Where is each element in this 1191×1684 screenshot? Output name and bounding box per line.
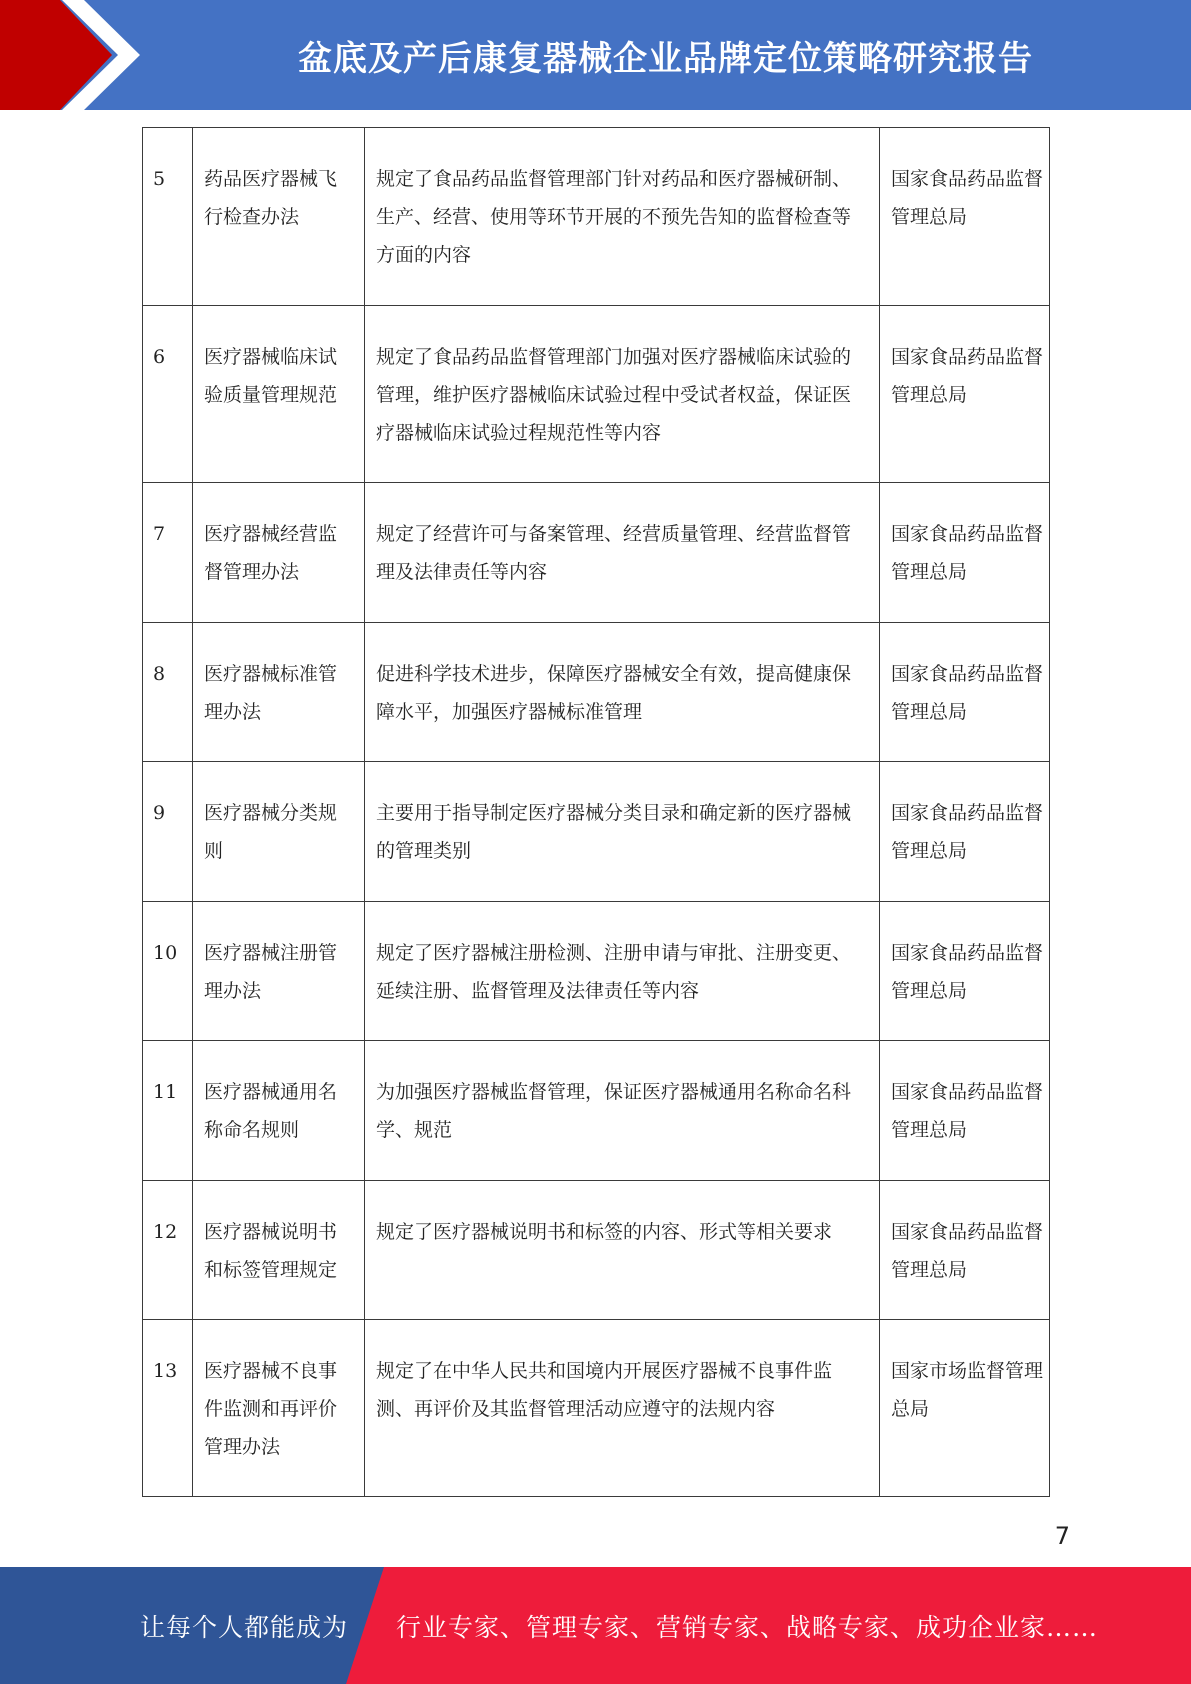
regulation-name: 医疗器械分类规则 — [193, 762, 365, 902]
row-number: 11 — [143, 1041, 193, 1181]
regulation-name: 医疗器械通用名称命名规则 — [193, 1041, 365, 1181]
issuing-authority: 国家食品药品监督管理总局 — [880, 306, 1050, 483]
footer-slogan-left: 让每个人都能成为 — [140, 1612, 349, 1642]
page-number: 7 — [1054, 1522, 1070, 1550]
row-number: 5 — [143, 128, 193, 306]
issuing-authority: 国家食品药品监督管理总局 — [880, 128, 1050, 306]
issuing-authority: 国家食品药品监督管理总局 — [880, 623, 1050, 762]
regulation-name: 医疗器械经营监督管理办法 — [193, 483, 365, 623]
table-row — [143, 762, 1050, 902]
regulation-content: 为加强医疗器械监督管理，保证医疗器械通用名称命名科学、规范 — [365, 1041, 880, 1181]
regulation-content: 规定了经营许可与备案管理、经营质量管理、经营监督管理及法律责任等内容 — [365, 483, 880, 623]
table-row — [143, 1181, 1050, 1320]
page-header — [0, 0, 1191, 110]
header-arrow-decoration — [0, 0, 160, 110]
row-number: 12 — [143, 1181, 193, 1320]
row-number: 9 — [143, 762, 193, 902]
issuing-authority: 国家食品药品监督管理总局 — [880, 902, 1050, 1041]
regulation-name: 药品医疗器械飞行检查办法 — [193, 128, 365, 306]
table-row — [143, 306, 1050, 483]
regulation-content: 规定了在中华人民共和国境内开展医疗器械不良事件监测、再评价及其监督管理活动应遵守的法规内容 — [365, 1320, 880, 1497]
row-number: 10 — [143, 902, 193, 1041]
issuing-authority: 国家食品药品监督管理总局 — [880, 483, 1050, 623]
regulation-name: 医疗器械注册管理办法 — [193, 902, 365, 1041]
table-row — [143, 1041, 1050, 1181]
row-number: 13 — [143, 1320, 193, 1497]
regulation-content: 规定了医疗器械说明书和标签的内容、形式等相关要求 — [365, 1181, 880, 1320]
row-number: 7 — [143, 483, 193, 623]
regulation-name: 医疗器械标准管理办法 — [193, 623, 365, 762]
regulation-content: 规定了医疗器械注册检测、注册申请与审批、注册变更、延续注册、监督管理及法律责任等内容 — [365, 902, 880, 1041]
regulation-content: 促进科学技术进步，保障医疗器械安全有效，提高健康保障水平，加强医疗器械标准管理 — [365, 623, 880, 762]
row-number: 8 — [143, 623, 193, 762]
issuing-authority: 国家食品药品监督管理总局 — [880, 1181, 1050, 1320]
regulation-content: 规定了食品药品监督管理部门加强对医疗器械临床试验的管理，维护医疗器械临床试验过程中受试者权益，保证医疗器械临床试验过程规范性等内容 — [365, 306, 880, 483]
regulation-name: 医疗器械临床试验质量管理规范 — [193, 306, 365, 483]
regulation-name: 医疗器械不良事件监测和再评价管理办法 — [193, 1320, 365, 1497]
issuing-authority: 国家市场监督管理总局 — [880, 1320, 1050, 1497]
regulation-name: 医疗器械说明书和标签管理规定 — [193, 1181, 365, 1320]
report-title: 盆底及产后康复器械企业品牌定位策略研究报告 — [298, 38, 1033, 79]
regulation-content: 主要用于指导制定医疗器械分类目录和确定新的医疗器械的管理类别 — [365, 762, 880, 902]
table-row — [143, 128, 1050, 306]
regulation-content: 规定了食品药品监督管理部门针对药品和医疗器械研制、生产、经营、使用等环节开展的不预先告知的监督检查等方面的内容 — [365, 128, 880, 306]
table-row — [143, 1320, 1050, 1497]
footer-slogan-right: 行业专家、管理专家、营销专家、战略专家、成功企业家…… — [396, 1612, 1099, 1642]
table-row — [143, 902, 1050, 1041]
issuing-authority: 国家食品药品监督管理总局 — [880, 1041, 1050, 1181]
regulations-table — [142, 127, 1050, 1497]
page-footer — [0, 1567, 1191, 1684]
table-row — [143, 623, 1050, 762]
issuing-authority: 国家食品药品监督管理总局 — [880, 762, 1050, 902]
table-row — [143, 483, 1050, 623]
row-number: 6 — [143, 306, 193, 483]
